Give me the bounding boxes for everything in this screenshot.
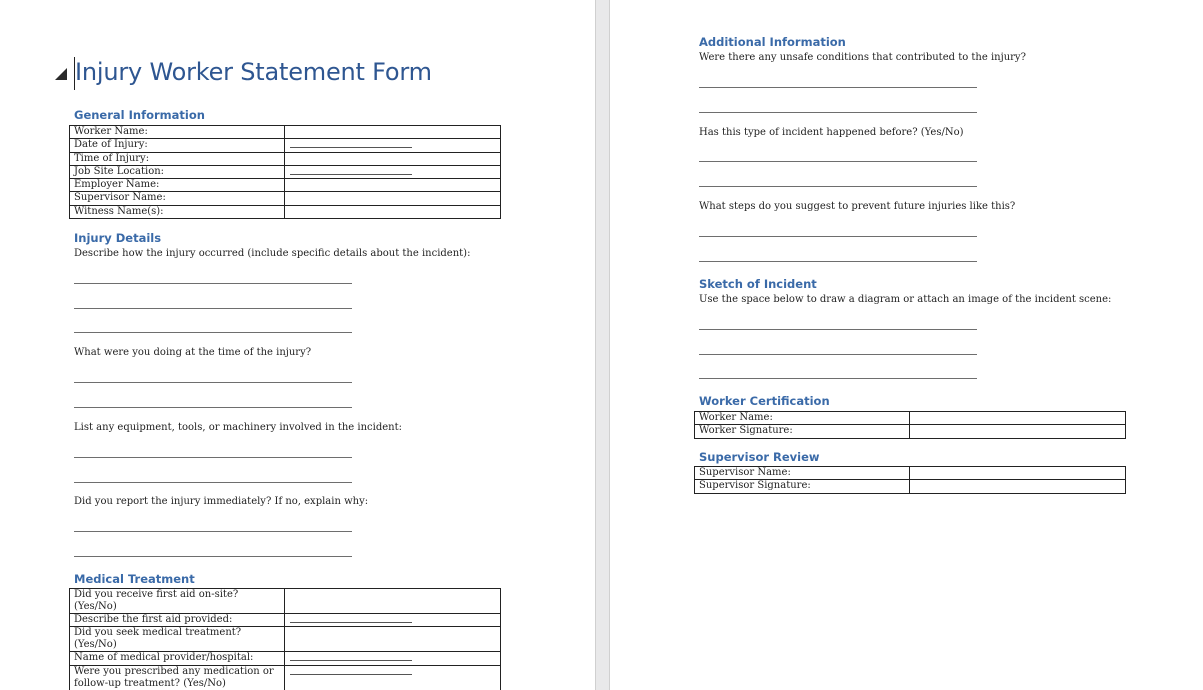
table-row [695, 425, 1126, 438]
general-information-heading: General Information [74, 108, 205, 122]
witness-names-field[interactable] [285, 205, 501, 218]
table-row [70, 652, 501, 665]
fill-line [290, 674, 412, 675]
fill-line [290, 147, 412, 148]
question-unsafe-conditions: Were there any unsafe conditions that contributed to the injury? [699, 52, 1026, 63]
table-row [70, 192, 501, 205]
sought-medical-treatment-label: Did you seek medical treatment? (Yes/No) [70, 627, 285, 652]
prescribed-medication-field[interactable] [285, 665, 501, 690]
sketch-of-incident-heading: Sketch of Incident [699, 277, 817, 291]
table-row [70, 205, 501, 218]
fill-line [290, 660, 412, 661]
collapse-triangle-icon[interactable] [55, 68, 67, 80]
supervisor-signature-field[interactable] [910, 480, 1126, 493]
sketch-instruction: Use the space below to draw a diagram or attach an image of the incident scene: [699, 294, 1112, 305]
worker-name-label: Worker Name: [70, 126, 285, 139]
prescribed-medication-label: Were you prescribed any medication or follow-up treatment? (Yes/No) [70, 665, 285, 690]
first-aid-provided-field[interactable] [285, 614, 501, 627]
general-information-table [69, 125, 501, 219]
first-aid-provided-label: Describe the first aid provided: [70, 614, 285, 627]
answer-line[interactable] [699, 261, 977, 262]
table-row [695, 412, 1126, 425]
question-prevent-future-injuries: What steps do you suggest to prevent future injuries like this? [699, 201, 1016, 212]
supervisor-review-table [694, 466, 1126, 494]
supervisor-name-field[interactable] [285, 192, 501, 205]
table-row [70, 627, 501, 652]
worker-name-label: Worker Name: [695, 412, 910, 425]
table-row [70, 139, 501, 152]
worker-certification-table [694, 411, 1126, 439]
table-row [70, 152, 501, 165]
worker-certification-heading: Worker Certification [699, 394, 830, 408]
answer-line[interactable] [699, 378, 977, 379]
answer-line[interactable] [699, 112, 977, 113]
document-page-left [0, 0, 595, 690]
answer-line[interactable] [699, 329, 977, 330]
answer-line[interactable] [699, 161, 977, 162]
question-happened-before: Has this type of incident happened before? (Yes/No) [699, 127, 964, 138]
document-page-right [610, 0, 1203, 690]
table-row [70, 126, 501, 139]
question-how-injury-occurred: Describe how the injury occurred (include specific details about the incident): [74, 248, 471, 259]
table-row [70, 165, 501, 178]
worker-name-field[interactable] [285, 126, 501, 139]
employer-name-field[interactable] [285, 179, 501, 192]
date-of-injury-label: Date of Injury: [70, 139, 285, 152]
supervisor-review-heading: Supervisor Review [699, 450, 820, 464]
sought-medical-treatment-field[interactable] [285, 627, 501, 652]
time-of-injury-field[interactable] [285, 152, 501, 165]
answer-line[interactable] [74, 531, 352, 532]
answer-line[interactable] [74, 283, 352, 284]
first-aid-onsite-label: Did you receive first aid on-site? (Yes/No) [70, 589, 285, 614]
table-row [70, 589, 501, 614]
injury-details-heading: Injury Details [74, 231, 162, 245]
question-equipment-involved: List any equipment, tools, or machinery involved in the incident: [74, 422, 402, 433]
medical-treatment-table [69, 588, 501, 690]
supervisor-name-field[interactable] [910, 467, 1126, 480]
table-row [70, 179, 501, 192]
page-title: Injury Worker Statement Form [75, 58, 432, 86]
answer-line[interactable] [74, 308, 352, 309]
answer-line[interactable] [74, 556, 352, 557]
job-site-location-label: Job Site Location: [70, 165, 285, 178]
supervisor-signature-label: Supervisor Signature: [695, 480, 910, 493]
supervisor-name-label: Supervisor Name: [695, 467, 910, 480]
employer-name-label: Employer Name: [70, 179, 285, 192]
answer-line[interactable] [699, 236, 977, 237]
worker-name-field[interactable] [910, 412, 1126, 425]
answer-line[interactable] [699, 87, 977, 88]
additional-information-heading: Additional Information [699, 35, 846, 49]
question-activity-at-time: What were you doing at the time of the injury? [74, 347, 312, 358]
medical-provider-field[interactable] [285, 652, 501, 665]
witness-names-label: Witness Name(s): [70, 205, 285, 218]
table-row [70, 665, 501, 690]
table-row [695, 480, 1126, 493]
answer-line[interactable] [74, 382, 352, 383]
fill-line [290, 622, 412, 623]
medical-treatment-heading: Medical Treatment [74, 572, 195, 586]
answer-line[interactable] [74, 482, 352, 483]
worker-signature-field[interactable] [910, 425, 1126, 438]
fill-line [290, 174, 412, 175]
job-site-location-field[interactable] [285, 165, 501, 178]
table-row [695, 467, 1126, 480]
time-of-injury-label: Time of Injury: [70, 152, 285, 165]
table-row [70, 614, 501, 627]
answer-line[interactable] [74, 457, 352, 458]
question-reported-immediately: Did you report the injury immediately? If no, explain why: [74, 496, 369, 507]
medical-provider-label: Name of medical provider/hospital: [70, 652, 285, 665]
answer-line[interactable] [74, 407, 352, 408]
page-gutter [595, 0, 610, 690]
answer-line[interactable] [74, 332, 352, 333]
supervisor-name-label: Supervisor Name: [70, 192, 285, 205]
date-of-injury-field[interactable] [285, 139, 501, 152]
worker-signature-label: Worker Signature: [695, 425, 910, 438]
answer-line[interactable] [699, 186, 977, 187]
answer-line[interactable] [699, 354, 977, 355]
first-aid-onsite-field[interactable] [285, 589, 501, 614]
